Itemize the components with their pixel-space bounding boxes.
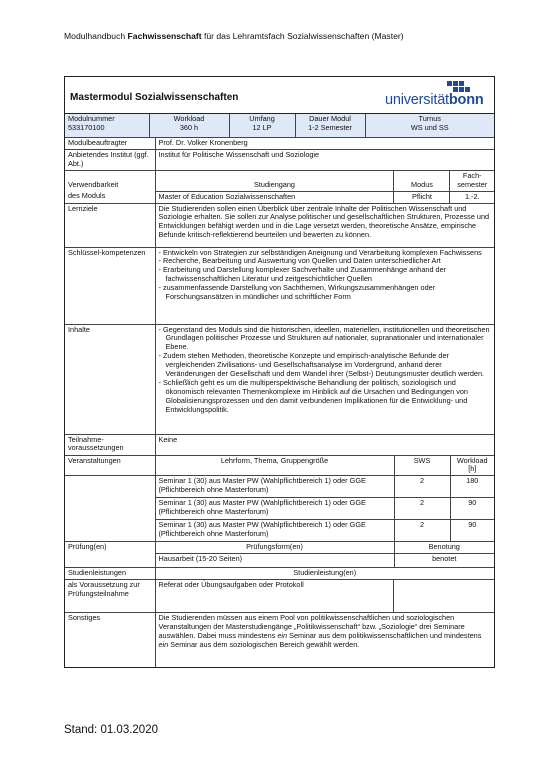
studiengang-header: Studiengang (155, 170, 394, 191)
seminar-sws: 2 (394, 520, 450, 542)
header-bold: Fachwissenschaft (127, 31, 202, 41)
table-row (65, 520, 494, 542)
seminar-sws: 2 (394, 498, 450, 520)
module-title-row (65, 77, 494, 114)
benotung-header: Benotung (394, 542, 494, 553)
list-item: - Zudem stehen Methoden, theoretische Konzepte und empirisch-analytische Befunde der vergleichenden Zivilisations- und Gesellschaftsanalyse im Vordergrund, anhand derer Veränderungen der Gesellschaft und dem Wandel ihrer (Selbst-) Deutungsmuster deutlich werden. (159, 352, 492, 379)
institut-value: Institut für Politische Wissenschaft und Soziologie (155, 150, 494, 171)
veranstaltungen-label: Veranstaltungen (65, 456, 155, 476)
module-number-cell: Modulnummer 533170100 (65, 114, 149, 137)
logo-squares-icon (447, 81, 469, 93)
list-item: - Erarbeitung und Darstellung komplexer Sachverhalte und Zusammenhänge anhand der fachwissenschaftlichen Literatur und zeitgeschichtlicher Quellen (159, 266, 492, 284)
table-row (65, 476, 494, 498)
seminar-workload: 90 (450, 520, 494, 542)
sws-header: SWS (394, 456, 450, 476)
module-info-table (65, 114, 494, 138)
module-title: Mastermodul Sozialwissenschaften (70, 92, 239, 103)
studienleistungen-label: Studienleistungen (65, 568, 155, 579)
inhalte-value (155, 324, 494, 434)
lernziele-value: Die Studierenden sollen einen Überblick über zentrale Inhalte der Politischen Wissenschaft und Soziologie erhalten. Sie sollen zur Analyse politischer und gesellschaftlichen Strukturen, Prozesse und Entwicklungen befähigt werden und in die Lage versetzt werden, theoretische Ansätze, empirische Befunde kritisch-reflektierend beurteilen und bewerten zu können. (155, 203, 494, 247)
modulbeauftragter-label: Modulbeauftragter (65, 138, 155, 150)
sonstiges-value: Die Studierenden müssen aus einem Pool von politikwissenschaftlichen und soziologischen Veranstaltungen der Masterstudiengänge „Politikwissenschaft“ bzw. „Soziologie“ drei Seminare auswählen. Dabei muss mindestens ein Seminar aus dem politikwissenschaftlichen und mindestens ein Seminar aus dem soziologischen Bereich gewählt werden. (155, 613, 494, 667)
university-logo (385, 81, 491, 111)
schluessel-value (155, 247, 494, 324)
seminar-text: Seminar 1 (30) aus Master PW (Wahlpflichtbereich 1) oder GGE (Pflichtbereich ohne Masterforum) (155, 476, 394, 498)
seminar-sws: 2 (394, 476, 450, 498)
header-suffix: für das Lehramtsfach Sozialwissenschaften (Master) (201, 31, 404, 41)
verwendbarkeit-label: Verwendbarkeit (65, 170, 155, 191)
logo-text: universitätbonn (385, 92, 484, 109)
table-row (65, 498, 494, 520)
inhalte-label: Inhalte (65, 324, 155, 434)
pruefung-label: Prüfung(en) (65, 542, 155, 553)
duration-cell: Dauer Modul 1-2 Semester (295, 114, 365, 137)
schluessel-label: Schlüssel-kompetenzen (65, 247, 155, 324)
lehrform-header: Lehrform, Thema, Gruppengröße (155, 456, 394, 476)
fachsemester-header: Fach-semester (450, 170, 494, 191)
list-item: - zusammenfassende Darstellung von Sachthemen, Wirkungszusammenhängen oder Forschungsansätzen in mündlicher und schriftlicher Form (159, 284, 492, 302)
sonstiges-label: Sonstiges (65, 613, 155, 667)
studiengang-value: Master of Education Sozialwissenschaften (155, 191, 394, 203)
institut-label: Anbietendes Institut (ggf. Abt.) (65, 150, 155, 171)
teilnahme-value: Keine (155, 434, 494, 455)
list-item: - Gegenstand des Moduls sind die historischen, ideellen, materiellen, institutionellen und theoretischen Grundlagen politischer Prozesse und Strukturen auf nationaler, supranationaler und internationaler Ebene. (159, 326, 492, 353)
module-details-table (65, 138, 494, 456)
benotung-value: benotet (394, 554, 494, 568)
list-item: - Recherche, Bearbeitung und Auswertung von Quellen und Daten unterschiedlicher Art (159, 257, 492, 266)
modus-header: Modus (394, 170, 450, 191)
seminar-text: Seminar 1 (30) aus Master PW (Wahlpflichtbereich 1) oder GGE (Pflichtbereich ohne Masterforum) (155, 520, 394, 542)
workload-cell: Workload 360 h (149, 114, 229, 137)
studienleistungen-sublabel: als Voraussetzung zur Prüfungsteilnahme (65, 580, 155, 613)
stand-date: Stand: 01.03.2020 (64, 724, 158, 736)
pruefung-table (65, 542, 494, 568)
teilnahme-label: Teilnahme-voraussetzungen (65, 434, 155, 455)
credits-cell: Umfang 12 LP (229, 114, 295, 137)
sonstiges-table (65, 613, 494, 667)
verwendbarkeit-label-2: des Moduls (65, 191, 155, 203)
pruefungsform-header: Prüfungsform(en) (155, 542, 394, 553)
seminar-workload: 180 (450, 476, 494, 498)
seminar-workload: 90 (450, 498, 494, 520)
document-header (64, 31, 404, 41)
studienleistung-header: Studienleistung(en) (155, 568, 494, 579)
modulbeauftragter-value: Prof. Dr. Volker Kronenberg (155, 138, 494, 150)
veranstaltungen-table (65, 456, 494, 543)
header-prefix: Modulhandbuch (64, 31, 128, 41)
pruefungsform-value: Hausarbeit (15-20 Seiten) (155, 554, 394, 568)
workload-header: Workload [h] (450, 456, 494, 476)
studienleistung-value: Referat oder Übungsaufgaben oder Protokoll (155, 580, 394, 613)
list-item: - Schließlich geht es um die multiperspektivische Behandlung der politisch, soziologisch und ökonomisch relevanten Themenkomplexe im Hinblick auf die Ursachen und Bedingungen von Globalisierungsprozessen und den damit verbundenen Implikationen für die Entwicklung- und Entwicklungspolitik. (159, 379, 492, 415)
lernziele-label: Lernziele (65, 203, 155, 247)
module-sheet (64, 76, 495, 668)
fachsemester-value: 1.-2. (450, 191, 494, 203)
seminar-text: Seminar 1 (30) aus Master PW (Wahlpflichtbereich 1) oder GGE (Pflichtbereich ohne Masterforum) (155, 498, 394, 520)
studienleistungen-table (65, 568, 494, 613)
list-item: - Entwickeln von Strategien zur selbständigen Aneignung und Verarbeitung komplexen Fachwissens (159, 249, 492, 258)
turnus-cell: Turnus WS und SS (365, 114, 494, 137)
modus-value: Pflicht (394, 191, 450, 203)
